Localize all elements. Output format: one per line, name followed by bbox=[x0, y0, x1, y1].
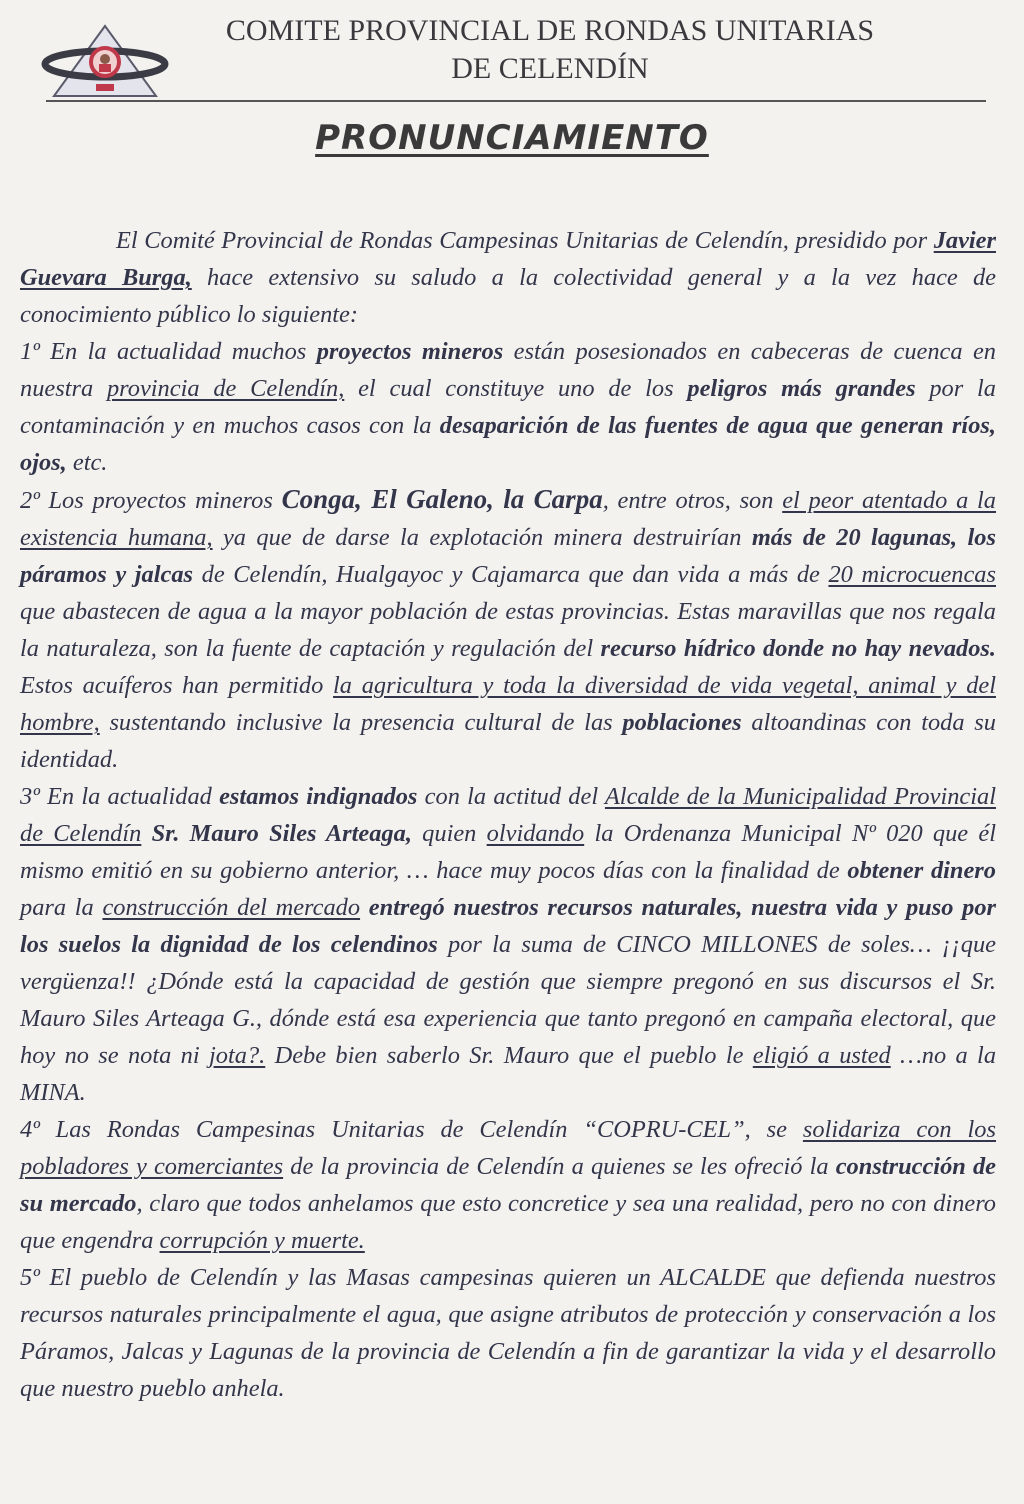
ronda-emblem-logo bbox=[40, 22, 170, 102]
organization-location: DE CELENDÍN bbox=[451, 52, 649, 85]
header-divider bbox=[46, 100, 986, 102]
document-body bbox=[20, 222, 996, 1407]
document-title: PRONUNCIAMIENTO bbox=[315, 118, 709, 158]
point-2-paragraph: 2º Los proyectos mineros Conga, El Galeno, la Carpa, entre otros, son el peor atentado a la existencia humana, ya que de darse la explotación minera destruirían más de 20 lagunas, los páramos y jalcas de Celendín, Hualgayoc y Cajamarca que dan vida a más de 20 microcuencas que abastecen de agua a la mayor población de estas provincias. Estas maravillas que nos regala la naturaleza, son la fuente de captación y regulación del recurso hídrico donde no hay nevados. Estos acuíferos han permitido la agricultura y toda la diversidad de vida vegetal, animal y del hombre, sustentando inclusive la presencia cultural de las poblaciones altoandinas con toda su identidad. bbox=[20, 484, 996, 773]
point-4-paragraph: 4º Las Rondas Campesinas Unitarias de Celendín “COPRU-CEL”, se solidariza con los pobladores y comerciantes de la provincia de Celendín a quienes se les ofreció la construcción de su mercado, claro que todos anhelamos que esto concretice y sea una realidad, pero no con dinero que engendra corrupción y muerte. bbox=[20, 1116, 997, 1254]
point-5-paragraph: 5º El pueblo de Celendín y las Masas campesinas quieren un ALCALDE que defienda nuestros recursos naturales principalmente el agua, que asigne atributos de protección y conservación a los Páramos, Jalcas y Lagunas de la provincia de Celendín a fin de garantizar la vida y el desarrollo que nuestro pueblo anhela. bbox=[20, 1264, 996, 1402]
organization-name: COMITE PROVINCIAL DE RONDAS UNITARIAS bbox=[225, 14, 875, 47]
point-1-paragraph: 1º En la actualidad muchos proyectos mineros están posesionados en cabeceras de cuenca en nuestra provincia de Celendín, el cual constituye uno de los peligros más grandes por la contaminación y en muchos casos con la desaparición de las fuentes de agua que generan ríos, ojos, etc. bbox=[20, 338, 996, 476]
president-name: Javier Guevara Burga, bbox=[20, 227, 996, 291]
intro-paragraph: El Comité Provincial de Rondas Campesinas Unitarias de Celendín, presidido por Javier Guevara Burga, hace extensivo su saludo a la colectividad general y a la vez hace de conocimiento público lo siguiente: bbox=[20, 227, 997, 328]
point-3-paragraph: 3º En la actualidad estamos indignados con la actitud del Alcalde de la Municipalidad Provincial de Celendín Sr. Mauro Siles Arteaga, quien olvidando la Ordenanza Municipal Nº 020 que él mismo emitió en su gobierno anterior, … hace muy pocos días con la finalidad de obtener dinero para la construcción del mercado entregó nuestros recursos naturales, nuestra vida y puso por los suelos la dignidad de los celendinos por la suma de CINCO MILLONES de soles… ¡¡que vergüenza!! ¿Dónde está la capacidad de gestión que siempre pregonó en sus discursos el Sr. Mauro Siles Arteaga G., dónde está esa experiencia que tanto pregonó en campaña electoral, que hoy no se nota ni jota?. Debe bien saberlo Sr. Mauro que el pueblo le eligió a usted …no a la MINA. bbox=[20, 783, 997, 1106]
